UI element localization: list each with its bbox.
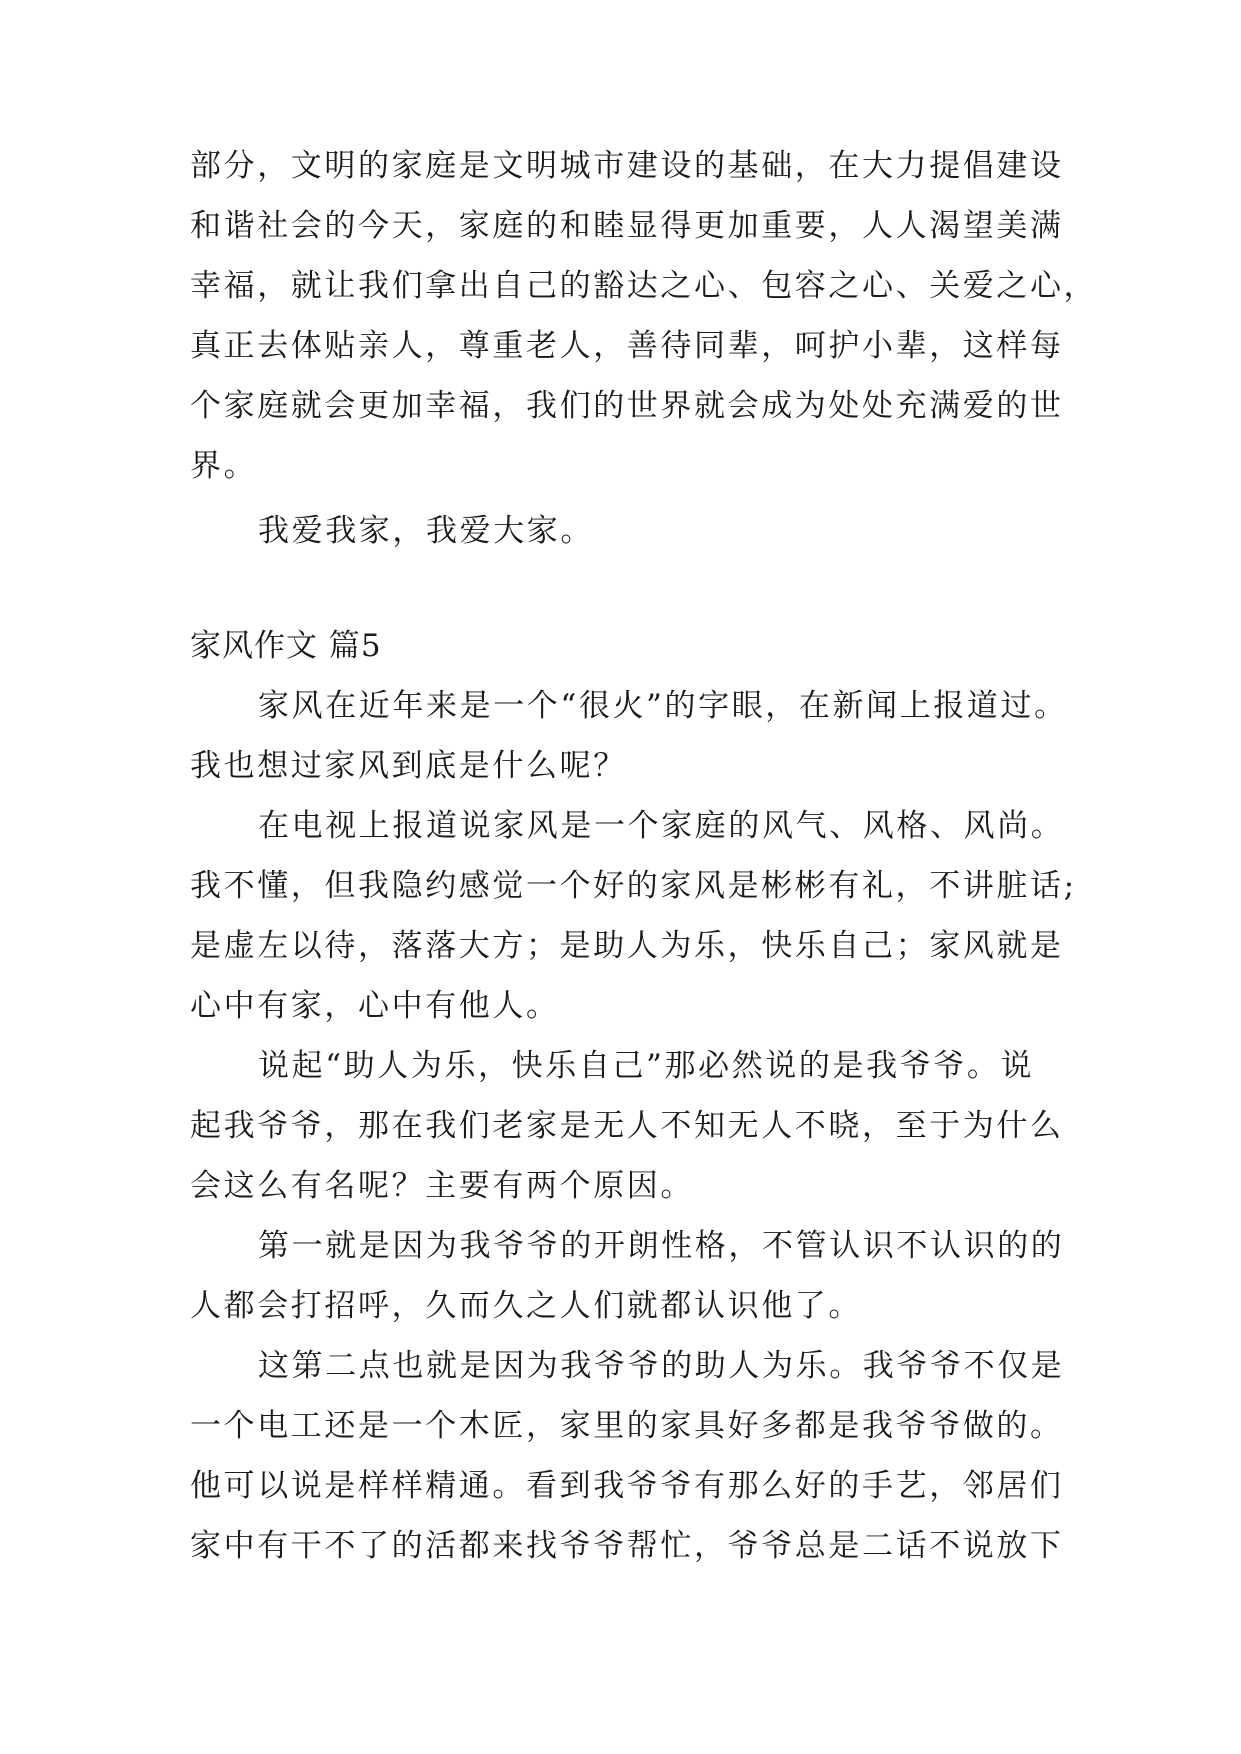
paragraph-first-line: 我爱我家，我爱大家。 [258,513,594,549]
text-line: 和谐社会的今天，家庭的和睦显得更加重要，人人渴望美满 [190,208,1064,244]
text-line: 真正去体贴亲人，尊重老人，善待同辈，呵护小辈，这样每 [190,328,1064,364]
text-line: 我不懂，但我隐约感觉一个好的家风是彬彬有礼，不讲脏话; [190,868,1077,904]
text-line: 一个电工还是一个木匠，家里的家具好多都是我爷爷做的。 [190,1408,1064,1444]
paragraph-first-line: 这第二点也就是因为我爷爷的助人为乐。我爷爷不仅是 [258,1348,1065,1384]
text-line: 家中有干不了的活都来找爷爷帮忙，爷爷总是二话不说放下 [190,1528,1064,1564]
text-line: 界。 [190,448,258,484]
text-line: 他可以说是样样精通。看到我爷爷有那么好的手艺，邻居们 [190,1468,1064,1504]
text-line: 个家庭就会更加幸福，我们的世界就会成为处处充满爱的世 [190,388,1064,424]
text-line: 部分，文明的家庭是文明城市建设的基础，在大力提倡建设 [190,148,1064,184]
paragraph-first-line: 第一就是因为我爷爷的开朗性格，不管认识不认识的的 [258,1228,1065,1264]
text-line: 起我爷爷，那在我们老家是无人不知无人不晓，至于为什么 [190,1108,1064,1144]
text-line: 是虚左以待，落落大方；是助人为乐，快乐自己；家风就是 [190,928,1064,964]
text-line: 我也想过家风到底是什么呢？ [190,748,627,784]
paragraph-first-line: 说起“助人为乐，快乐自己”那必然说的是我爷爷。说 [258,1048,1035,1084]
paragraph-first-line: 家风在近年来是一个“很火”的字眼，在新闻上报道过。 [258,688,1068,724]
paragraph-first-line: 在电视上报道说家风是一个家庭的风气、风格、风尚。 [258,808,1065,844]
text-line: 会这么有名呢？主要有两个原因。 [190,1168,694,1204]
text-line: 幸福，就让我们拿出自己的豁达之心、包容之心、关爱之心， [190,268,1098,304]
text-line: 心中有家，心中有他人。 [190,988,560,1024]
text-line: 人都会打招呼，久而久之人们就都认识他了。 [190,1288,862,1324]
section-heading: 家风作文 篇5 [190,628,382,664]
